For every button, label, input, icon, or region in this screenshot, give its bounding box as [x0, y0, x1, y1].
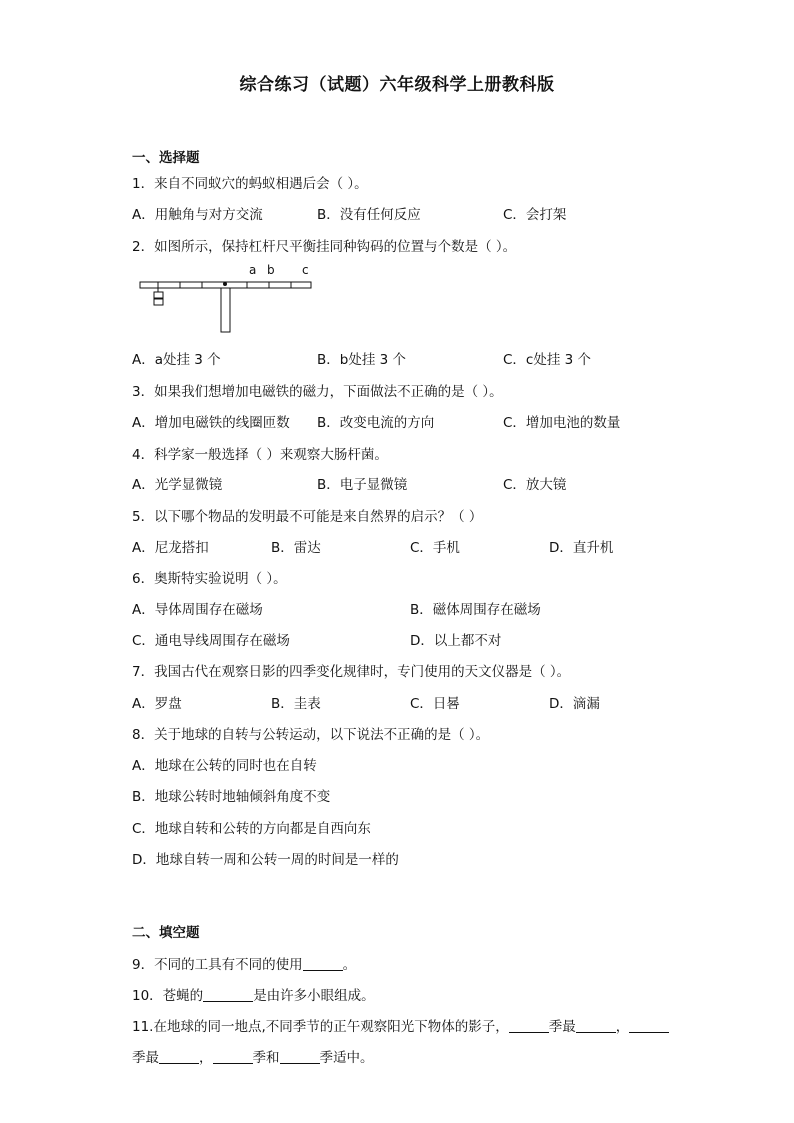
question-6-option-b[interactable]: B．磁体周围存在磁场 — [410, 602, 541, 618]
question-8-option-c[interactable]: C．地球自转和公转的方向都是自西向东 — [132, 821, 371, 837]
answer-blank[interactable] — [203, 987, 253, 1002]
question-5-option-c[interactable]: C．手机 — [410, 540, 460, 556]
question-3-option-c[interactable]: C．增加电池的数量 — [503, 415, 621, 431]
question-10 — [132, 984, 375, 1004]
hook-weight-1 — [154, 292, 163, 298]
question-8-text: 8．关于地球的自转与公转运动，以下说法不正确的是（ ）。 — [132, 727, 490, 743]
lever-label-b: b — [267, 263, 275, 277]
answer-blank[interactable] — [303, 956, 343, 971]
question-11-text-2: 季最 — [548, 1019, 576, 1035]
question-11-text-6: 季和 — [252, 1050, 280, 1066]
answer-blank[interactable] — [576, 1018, 616, 1033]
question-7-text: 7．我国古代在观察日影的四季变化规律时，专门使用的天文仪器是（ ）。 — [132, 664, 571, 680]
question-8-option-b[interactable]: B．地球公转时地轴倾斜角度不变 — [132, 789, 331, 805]
question-7-option-c[interactable]: C．日晷 — [410, 696, 460, 712]
question-9-text-end: 。 — [342, 957, 357, 973]
question-2-text: 2．如图所示，保持杠杆尺平衡挂同种钩码的位置与个数是（ ）。 — [132, 239, 517, 255]
answer-blank[interactable] — [629, 1018, 669, 1033]
question-6-option-a[interactable]: A．导体周围存在磁场 — [132, 602, 263, 618]
lever-stand — [221, 288, 230, 332]
question-5-option-d[interactable]: D．直升机 — [549, 540, 614, 556]
question-11-line-1 — [132, 1015, 669, 1035]
question-5-option-a[interactable]: A．尼龙搭扣 — [132, 540, 209, 556]
question-1-option-a[interactable]: A．用触角与对方交流 — [132, 207, 263, 223]
question-3-option-b[interactable]: B．改变电流的方向 — [317, 415, 435, 431]
answer-blank[interactable] — [509, 1018, 549, 1033]
question-3-option-a[interactable]: A．增加电磁铁的线圈匝数 — [132, 415, 290, 431]
question-7-option-d[interactable]: D．滴漏 — [549, 696, 600, 712]
question-4-text: 4．科学家一般选择（ ）来观察大肠杆菌。 — [132, 447, 388, 463]
question-9-text-start: 9．不同的工具有不同的使用 — [132, 957, 303, 973]
question-6-option-c[interactable]: C．通电导线周围存在磁场 — [132, 633, 290, 649]
lever-pivot — [223, 282, 227, 286]
question-9 — [132, 953, 356, 973]
lever-label-a: a — [249, 263, 257, 277]
question-10-text-start: 10．苍蝇的 — [132, 988, 204, 1004]
question-11-text-1: 11.在地球的同一地点,不同季节的正午观察阳光下物体的影子， — [132, 1019, 509, 1035]
question-8-option-a[interactable]: A．地球在公转的同时也在自转 — [132, 758, 317, 774]
lever-label-c: c — [302, 263, 309, 277]
question-11-line-2 — [132, 1046, 374, 1066]
page-title: 综合练习（试题）六年级科学上册教科版 — [239, 75, 555, 95]
question-5-text: 5．以下哪个物品的发明最不可能是来自然界的启示？（ ） — [132, 509, 483, 525]
question-4-option-b[interactable]: B．电子显微镜 — [317, 477, 408, 493]
answer-blank[interactable] — [280, 1049, 320, 1064]
question-11-text-5: ， — [199, 1050, 213, 1066]
section-heading-choice: 一、选择题 — [132, 150, 200, 166]
question-1-text: 1．来自不同蚁穴的蚂蚁相遇后会（ ）。 — [132, 176, 368, 192]
section-heading-fill-in: 二、填空题 — [132, 925, 200, 941]
question-11-text-3: ， — [615, 1019, 630, 1035]
question-4-option-a[interactable]: A．光学显微镜 — [132, 477, 223, 493]
question-4-option-c[interactable]: C．放大镜 — [503, 477, 567, 493]
hook-weight-2 — [154, 299, 163, 305]
question-7-option-b[interactable]: B．圭表 — [271, 696, 321, 712]
question-5-option-b[interactable]: B．雷达 — [271, 540, 321, 556]
question-10-text-end: 是由许多小眼组成。 — [253, 988, 375, 1004]
question-8-option-d[interactable]: D．地球自转一周和公转一周的时间是一样的 — [132, 852, 399, 868]
question-3-text: 3．如果我们想增加电磁铁的磁力，下面做法不正确的是（ ）。 — [132, 384, 503, 400]
answer-blank[interactable] — [213, 1049, 253, 1064]
question-11-text-7: 季适中。 — [319, 1050, 374, 1066]
question-2-option-a[interactable]: A．a处挂 3 个 — [132, 352, 221, 368]
question-6-option-d[interactable]: D．以上都不对 — [410, 633, 502, 649]
question-11-text-4: 季最 — [132, 1050, 159, 1066]
question-1-option-b[interactable]: B．没有任何反应 — [317, 207, 421, 223]
question-2-option-c[interactable]: C．c处挂 3 个 — [503, 352, 592, 368]
question-6-text: 6．奥斯特实验说明（ ）。 — [132, 571, 287, 587]
question-1-option-c[interactable]: C．会打架 — [503, 207, 567, 223]
question-2-option-b[interactable]: B．b处挂 3 个 — [317, 352, 407, 368]
answer-blank[interactable] — [159, 1049, 199, 1064]
lever-figure — [138, 262, 316, 336]
question-7-option-a[interactable]: A．罗盘 — [132, 696, 182, 712]
